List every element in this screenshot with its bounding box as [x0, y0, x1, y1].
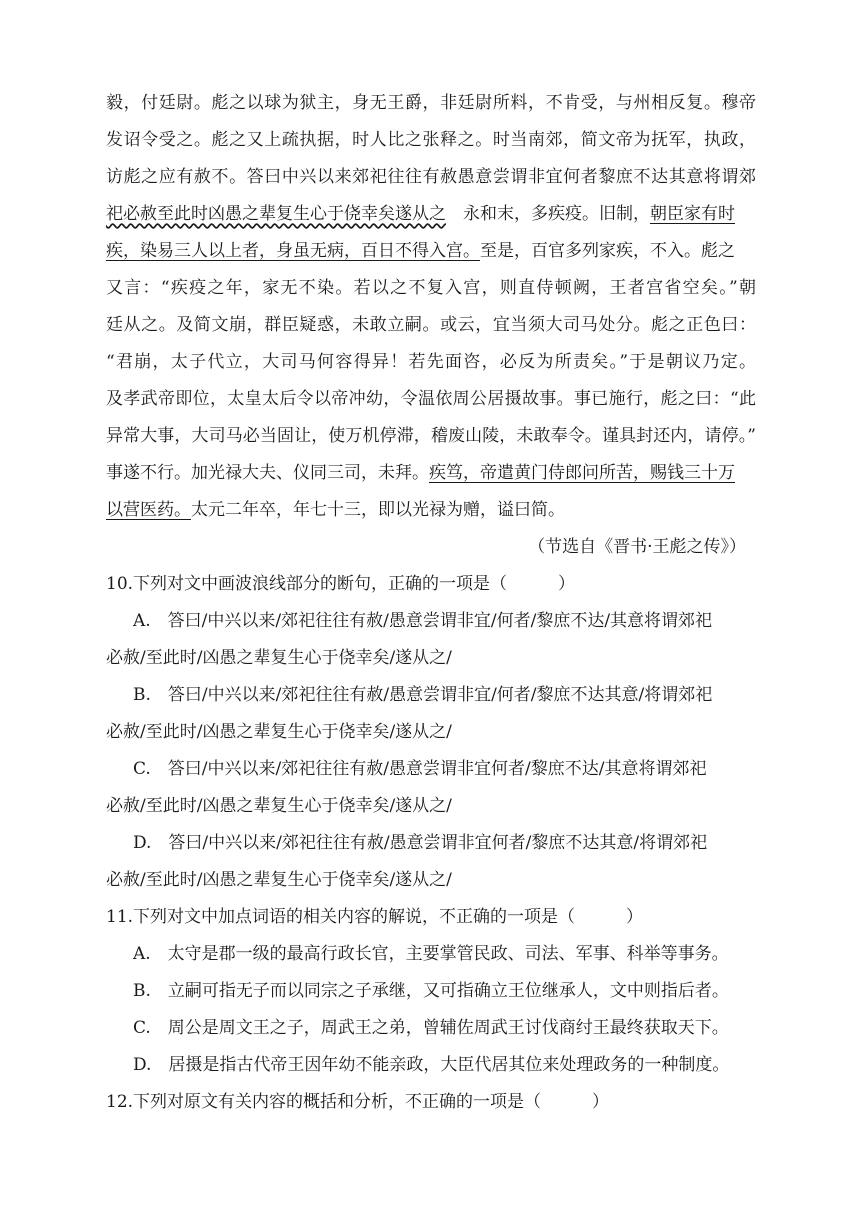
wavy-underlined-text: 祀必赦至此时凶愚之辈复生心于侥幸矣遂从之 [106, 204, 446, 224]
q10-option-c-cont: 必赦/至此时/凶愚之辈复生心于侥幸矣/遂从之/ [106, 796, 452, 816]
passage-line: “君崩，太子代立，大司马何容得异！若先面咨，必反为所责矣。”于是朝议乃定。 [106, 352, 756, 372]
q11-option-c: C. 周公是周文王之子，周武王之弟，曾辅佐周武王讨伐商纣王最终获取天下。 [133, 1018, 729, 1038]
passage-line: 及孝武帝即位，太皇太后令以帝冲幼，令温依周公居摄故事。事已施行，彪之曰：“此 [106, 389, 756, 409]
passage-line: 廷从之。及简文崩，群臣疑惑，未敢立嗣。或云，宜当须大司马处分。彪之正色曰： [106, 315, 756, 335]
question-10-stem: 10.下列对文中画波浪线部分的断句，正确的一项是（ ） [106, 574, 576, 594]
q10-option-a: A. 答曰/中兴以来/郊祀往往有赦/愚意尝谓非宜/何者/黎庶不达/其意将谓郊祀 [133, 611, 713, 631]
passage-line: 又言：“疾疫之年，家无不染。若以之不复入宫，则直侍顿阙，王者宫省空矣。”朝 [106, 278, 756, 298]
q11-option-a: A. 太守是郡一级的最高行政长官，主要掌管民政、司法、军事、科举等事务。 [133, 944, 729, 964]
q11-option-b: B. 立嗣可指无子而以同宗之子承继，又可指确立王位继承人，文中则指后者。 [133, 981, 729, 1001]
passage-line [106, 461, 756, 485]
q10-option-d: D. 答曰/中兴以来/郊祀往往有赦/愚意尝谓非宜何者/黎庶不达其意/将谓郊祀 [133, 833, 708, 853]
passage-line [106, 239, 756, 263]
passage-line: 访彪之应有赦不。答曰中兴以来郊祀往往有赦愚意尝谓非宜何者黎庶不达其意将谓郊 [106, 167, 756, 187]
passage-line: 毅，付廷尉。彪之以球为狱主，身无王爵，非廷尉所料，不肯受，与州相反复。穆帝 [106, 93, 756, 113]
passage-line [106, 202, 756, 226]
underlined-sentence: 疾，染易三人以上者，身虽无病，百日不得入宫。 [106, 241, 480, 261]
passage-text: 至是，百官多列家疾，不入。彪之 [480, 241, 735, 261]
q11-option-d: D. 居摄是指古代帝王因年幼不能亲政，大臣代居其位来处理政务的一种制度。 [133, 1055, 730, 1075]
underlined-sentence: 以营医药。 [106, 500, 191, 520]
question-12-stem: 12.下列对原文有关内容的概括和分析，不正确的一项是（ ） [106, 1092, 610, 1112]
q10-option-d-cont: 必赦/至此时/凶愚之辈复生心于侥幸矣/遂从之/ [106, 870, 452, 890]
passage-text: 永和末，多疾疫。旧制， [446, 204, 650, 224]
source-citation: （节选自《晋书·王彪之传》） [528, 537, 746, 557]
question-11-stem: 11.下列对文中加点词语的相关内容的解说，不正确的一项是（ ） [106, 907, 644, 927]
passage-text: 事遂不行。加光禄大夫、仪同三司，未拜。 [106, 463, 429, 483]
passage-line: 发诏令受之。彪之又上疏执据，时人比之张释之。时当南郊，简文帝为抚军，执政， [106, 130, 756, 150]
passage-text: 太元二年卒，年七十三，即以光禄为赠，谥曰简。 [191, 500, 565, 520]
underlined-sentence: 朝臣家有时 [650, 204, 735, 224]
q10-option-a-cont: 必赦/至此时/凶愚之辈复生心于侥幸矣/遂从之/ [106, 648, 452, 668]
q10-option-c: C. 答曰/中兴以来/郊祀往往有赦/愚意尝谓非宜何者/黎庶不达/其意将谓郊祀 [133, 759, 707, 779]
q10-option-b-cont: 必赦/至此时/凶愚之辈复生心于侥幸矣/遂从之/ [106, 722, 452, 742]
q10-option-b: B. 答曰/中兴以来/郊祀往往有赦/愚意尝谓非宜/何者/黎庶不达其意/将谓郊祀 [133, 685, 713, 705]
passage-line: 异常大事，大司马必当固让，使万机停滞，稽废山陵，未敢奉令。谨具封还内，请停。” [106, 426, 756, 446]
passage-line [106, 498, 756, 522]
underlined-sentence: 疾笃，帝遣黄门侍郎问所苦，赐钱三十万 [429, 463, 735, 483]
